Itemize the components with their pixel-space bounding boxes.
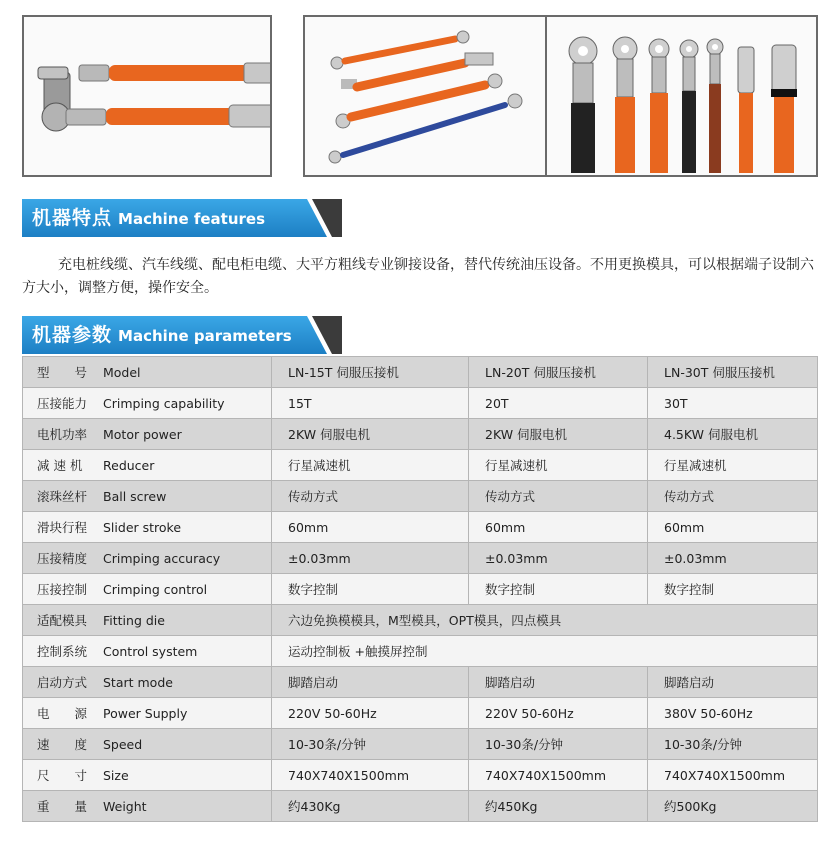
param-label-zh: 压接控制 xyxy=(37,582,88,597)
param-value-span: 六边免换模模具，M型模具，OPT模具，四点模具 xyxy=(272,605,818,636)
param-label-en: Model xyxy=(103,365,141,380)
param-label-cell xyxy=(23,574,272,605)
param-value-3: 30T xyxy=(648,388,818,419)
param-label-cell xyxy=(23,791,272,822)
param-label-cell xyxy=(23,605,272,636)
param-value-1: 脚踏启动 xyxy=(272,667,469,698)
photo-cable-assemblies xyxy=(22,15,272,177)
photo-ring-terminal-cables xyxy=(303,15,549,177)
param-value-1: 数字控制 xyxy=(272,574,469,605)
table-row xyxy=(23,574,818,605)
param-value-span: 运动控制板 +触摸屏控制 xyxy=(272,636,818,667)
param-label-zh: 型 号 xyxy=(37,365,88,380)
param-label-zh: 适配模具 xyxy=(37,613,88,628)
parameters-banner xyxy=(22,316,342,354)
param-value-1: LN-15T 伺服压接机 xyxy=(272,357,469,388)
param-label-en: Weight xyxy=(103,799,147,814)
param-label-cell xyxy=(23,419,272,450)
product-photos xyxy=(22,15,818,177)
param-label-zh: 控制系统 xyxy=(37,644,88,659)
param-label-en: Reducer xyxy=(103,458,155,473)
param-label-zh: 启动方式 xyxy=(37,675,88,690)
param-value-1: 行星减速机 xyxy=(272,450,469,481)
table-row xyxy=(23,760,818,791)
param-value-1: 60mm xyxy=(272,512,469,543)
param-label-cell xyxy=(23,760,272,791)
param-label-zh: 减 速 机 xyxy=(37,458,83,473)
param-label-zh: 电机功率 xyxy=(37,427,88,442)
table-row xyxy=(23,636,818,667)
table-row xyxy=(23,419,818,450)
param-label-en: Slider stroke xyxy=(103,520,182,535)
param-value-2: LN-20T 伺服压接机 xyxy=(469,357,648,388)
table-row xyxy=(23,605,818,636)
param-value-1: 2KW 伺服电机 xyxy=(272,419,469,450)
param-value-3: 740X740X1500mm xyxy=(648,760,818,791)
table-row xyxy=(23,450,818,481)
param-label-en: Motor power xyxy=(103,427,182,442)
param-label-cell xyxy=(23,543,272,574)
param-value-2: 行星减速机 xyxy=(469,450,648,481)
table-row xyxy=(23,667,818,698)
param-value-2: 740X740X1500mm xyxy=(469,760,648,791)
param-value-3: 数字控制 xyxy=(648,574,818,605)
param-value-3: 行星减速机 xyxy=(648,450,818,481)
param-value-2: 10-30条/分钟 xyxy=(469,729,648,760)
param-label-en: Fitting die xyxy=(103,613,165,628)
param-value-3: 约500Kg xyxy=(648,791,818,822)
param-label-cell xyxy=(23,481,272,512)
table-row xyxy=(23,791,818,822)
param-label-cell xyxy=(23,636,272,667)
param-label-zh: 滚珠丝杆 xyxy=(37,489,88,504)
param-label-cell xyxy=(23,667,272,698)
param-label-zh: 滑块行程 xyxy=(37,520,88,535)
param-label-cell xyxy=(23,357,272,388)
param-value-1: 10-30条/分钟 xyxy=(272,729,469,760)
features-title-en: Machine features xyxy=(118,210,266,228)
param-value-2: 脚踏启动 xyxy=(469,667,648,698)
param-value-1: 220V 50-60Hz xyxy=(272,698,469,729)
features-description xyxy=(22,254,822,300)
param-label-zh: 速 度 xyxy=(37,737,88,752)
param-value-3: 4.5KW 伺服电机 xyxy=(648,419,818,450)
param-value-2: 220V 50-60Hz xyxy=(469,698,648,729)
features-banner xyxy=(22,199,342,237)
param-label-cell xyxy=(23,729,272,760)
param-label-en: Crimping capability xyxy=(103,396,225,411)
param-label-zh: 压接精度 xyxy=(37,551,88,566)
param-label-cell xyxy=(23,698,272,729)
param-label-en: Size xyxy=(103,768,129,783)
param-value-3: 60mm xyxy=(648,512,818,543)
table-row xyxy=(23,388,818,419)
parameters-table xyxy=(22,356,818,822)
param-value-1: 15T xyxy=(272,388,469,419)
param-value-2: 约450Kg xyxy=(469,791,648,822)
param-label-en: Ball screw xyxy=(103,489,167,504)
param-label-en: Power Supply xyxy=(103,706,188,721)
param-value-3: 380V 50-60Hz xyxy=(648,698,818,729)
param-value-2: 数字控制 xyxy=(469,574,648,605)
param-label-zh: 重 量 xyxy=(37,799,88,814)
param-value-3: 传动方式 xyxy=(648,481,818,512)
param-value-1: 传动方式 xyxy=(272,481,469,512)
param-value-2: 传动方式 xyxy=(469,481,648,512)
param-value-2: 2KW 伺服电机 xyxy=(469,419,648,450)
table-row xyxy=(23,729,818,760)
param-value-3: ±0.03mm xyxy=(648,543,818,574)
param-label-en: Speed xyxy=(103,737,143,752)
param-value-3: LN-30T 伺服压接机 xyxy=(648,357,818,388)
param-label-en: Start mode xyxy=(103,675,173,690)
param-value-3: 10-30条/分钟 xyxy=(648,729,818,760)
param-label-en: Crimping accuracy xyxy=(103,551,221,566)
param-label-zh: 电 源 xyxy=(37,706,88,721)
param-value-3: 脚踏启动 xyxy=(648,667,818,698)
features-title-zh: 机器特点 xyxy=(32,207,113,229)
parameters-title-zh: 机器参数 xyxy=(32,324,113,346)
table-row xyxy=(23,543,818,574)
param-label-zh: 压接能力 xyxy=(37,396,88,411)
table-row xyxy=(23,357,818,388)
features-description-text: 充电桩线缆、汽车线缆、配电柜电缆、大平方粗线专业铆接设备，替代传统油压设备。不用更换模具，可以根据端子设制六方大小，调整方便，操作安全。 xyxy=(22,257,814,296)
table-row xyxy=(23,481,818,512)
param-value-1: ±0.03mm xyxy=(272,543,469,574)
param-label-cell xyxy=(23,512,272,543)
table-row xyxy=(23,512,818,543)
param-value-2: 60mm xyxy=(469,512,648,543)
parameters-title-en: Machine parameters xyxy=(118,327,292,345)
param-label-cell xyxy=(23,450,272,481)
photo-crimped-terminals xyxy=(545,15,818,177)
param-label-en: Crimping control xyxy=(103,582,208,597)
table-row xyxy=(23,698,818,729)
param-label-cell xyxy=(23,388,272,419)
param-value-1: 约430Kg xyxy=(272,791,469,822)
param-label-en: Control system xyxy=(103,644,198,659)
param-value-2: ±0.03mm xyxy=(469,543,648,574)
param-value-1: 740X740X1500mm xyxy=(272,760,469,791)
param-label-zh: 尺 寸 xyxy=(37,768,88,783)
param-value-2: 20T xyxy=(469,388,648,419)
